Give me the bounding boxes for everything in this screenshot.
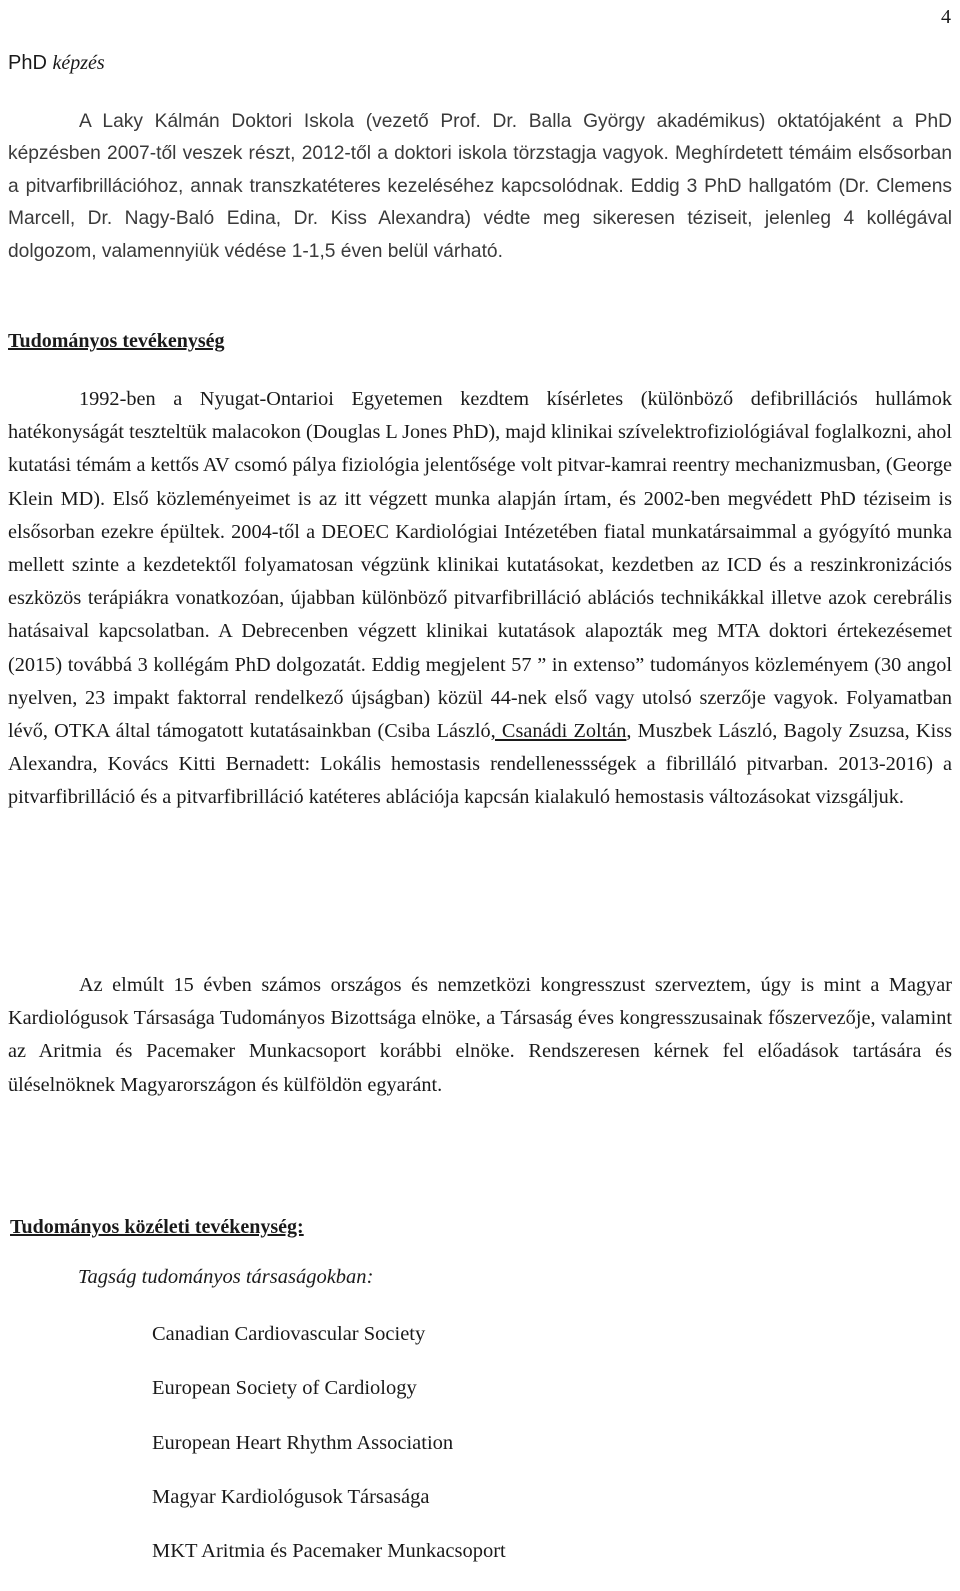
society-item: European Society of Cardiology: [152, 1377, 417, 1400]
research-paragraph-1-underlined: , Csanádi Zoltán: [490, 720, 627, 743]
society-item: Canadian Cardiovascular Society: [152, 1323, 426, 1345]
research-paragraph-1-part-1: 1992-ben a Nyugat-Ontarioi Egyetemen kezdtem kísérletes (különböző defibrillációs hullámok hatékonyságát teszteltük malacokon (Douglas L Jones PhD), majd klinikai szívelektrofiziológiával foglalkozni, ahol kutatási témám a kettős AV csomó pálya fiziológia jelentősége volt pitvar-kamrai reentry mechanizmusban, (George Klein MD). Első közleményeimet is az itt végzett munka alapján írtam, és 2002-ben megvédett PhD téziseim is elsősorban ezekre épültek. 2004-től a DEOEC Kardiológiai Intézetében fiatal munkatársaimmal a gyógyító munka mellett szinte a kezdetektől folyamatosan végzünk klinikai kutatásokat, kezdetben az ICD és a reszinkronizációs eszközös terápiákra vonatkozóan, újabban különböző pitvarfibrilláció ablációs technikákkal illetve azok cerebrális hatásaival kapcsolatban. A Debrecenben végzett klinikai kutatások alapozták meg MTA doktori értekezésemet (2015) továbbá 3 kollégám PhD dolgozatát. Eddig megjelent 57 ” in extenso” tudományos közleményem (30 angol nyelven, 23 impakt faktorral rendelkező újságban) közül 44-nek első vagy utolsó szerzője vagyok. Folyamatban lévő, OTKA által támogatott kutatásainkban (Csiba László: [8, 388, 952, 743]
public-activity-heading: Tudományos közéleti tevékenység:: [10, 1216, 304, 1238]
society-item: European Heart Rhythm Association: [152, 1431, 454, 1454]
page-number: 4: [941, 6, 951, 28]
membership-label: [78, 1266, 373, 1289]
research-paragraph-1-part-2: , Muszbek László, Bagoly Zsuzsa, Kiss Alexandra, Kovács Kitti Bernadett: Lokális hemostasis rendellenessségek a fibrilláló pitvarban. 2013-2016) a pitvarfibrilláció és a pitvarfibrilláció katéteres ablációja kapcsán kialakuló hemostasis változásokat vizsgáljuk.: [8, 720, 952, 809]
phd-title-prefix: PhD: [8, 52, 53, 74]
phd-section-title: [8, 52, 105, 75]
membership-label-suffix: :: [366, 1266, 374, 1288]
research-heading: Tudományos tevékenység: [8, 330, 225, 352]
phd-title-italic: képzés: [52, 52, 105, 74]
society-list: [152, 1320, 506, 1591]
phd-paragraph: A Laky Kálmán Doktori Iskola (vezető Prof. Dr. Balla György akadémikus) oktatójaként a PhD képzésben 2007-től veszek részt, 2012-től a doktori iskola törzstagja vagyok. Meghírdetett témáim elsősorban a pitvarfibrillációhoz, annak transzkatéteres kezeléséhez kapcsolódnak. Eddig 3 PhD hallgatóm (Dr. Clemens Marcell, Dr. Nagy-Baló Edina, Dr. Kiss Alexandra) védte meg sikeresen téziseit, jelenleg 4 kollégával dolgozom, valamennyiük védése 1-1,5 éven belül várható.: [8, 111, 952, 262]
research-paragraph-2: Az elmúlt 15 évben számos országos és nemzetközi kongresszust szerveztem, úgy is mint a Magyar Kardiológusok Társasága Tudományos Bizottsága elnöke, a Társaság éves kongresszusainak főszervezője, valamint az Aritmia és Pacemaker Munkacsoport korábbi elnöke. Rendszeresen kérnek fel előadások tartására és üléselnöknek Magyarországon és külföldön egyaránt.: [8, 974, 952, 1096]
membership-label-italic: Tagság tudományos társaságokban: [78, 1266, 367, 1288]
society-item: MKT Aritmia és Pacemaker Munkacsoport: [152, 1540, 506, 1563]
society-item: Magyar Kardiológusok Társasága: [152, 1485, 430, 1508]
research-paragraph-1: [8, 383, 952, 815]
